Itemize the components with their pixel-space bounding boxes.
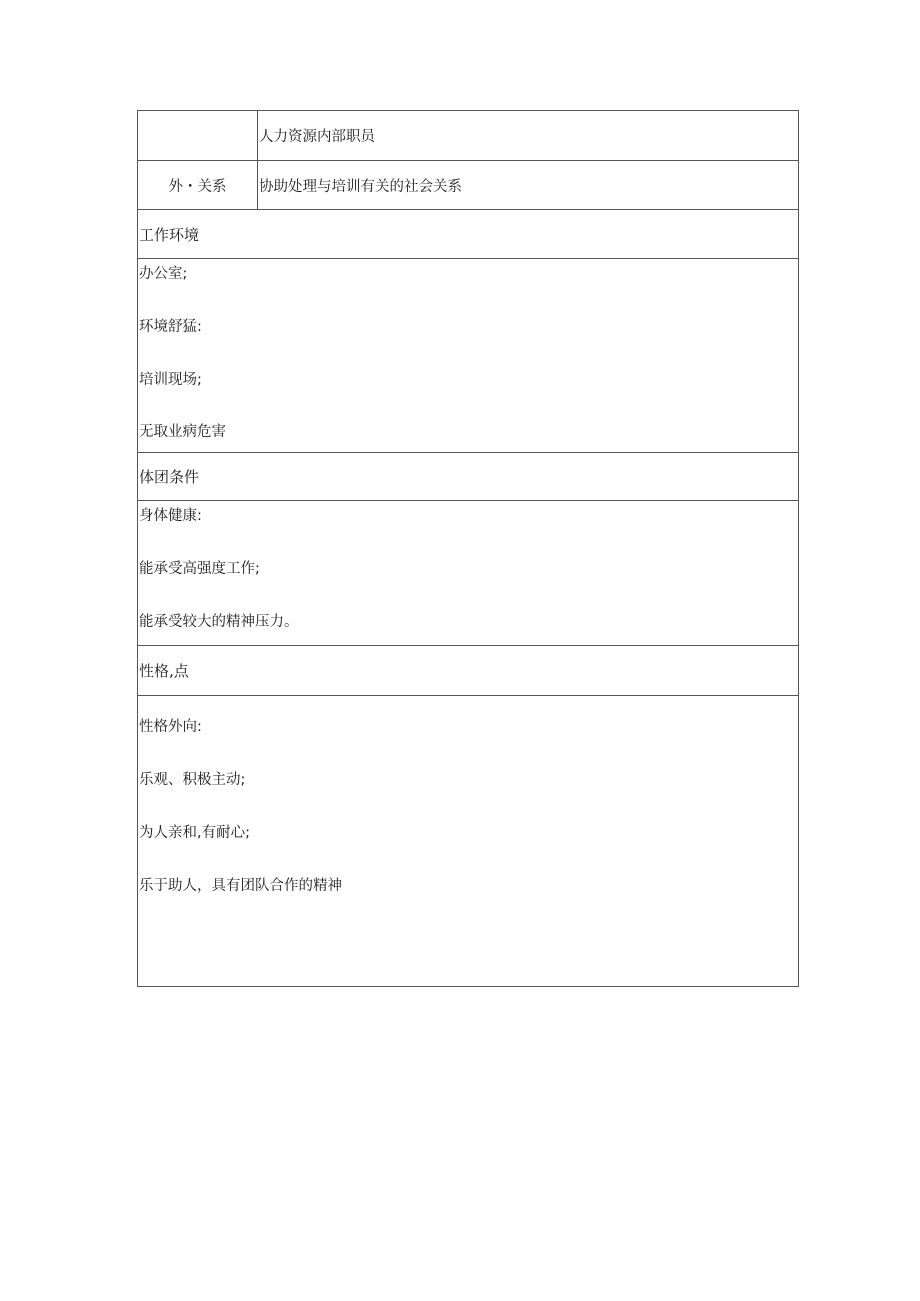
work-env-line: 培训现场;: [139, 372, 202, 388]
work-env-line: 办公室;: [139, 266, 188, 282]
section-header-work-environment: [138, 210, 798, 259]
work-env-line: 环境舒猛:: [139, 319, 202, 335]
personality-heading: 性格,点: [139, 662, 189, 680]
personality-line: 为人亲和,有耐心;: [139, 825, 250, 841]
section-body-body-condition: [138, 501, 798, 646]
body-cond-line: 身体健康:: [139, 508, 202, 524]
body-cond-line: 能承受高强度工作;: [139, 561, 260, 577]
body-condition-heading: 体团条件: [139, 468, 200, 486]
row-label-empty: [138, 111, 258, 160]
body-cond-line: 能承受较大的精神压力。: [139, 614, 299, 630]
personality-line: 乐于助人，具有团队合作的精神: [139, 878, 342, 894]
external-relation-label: 外・关系: [138, 161, 258, 209]
internal-relation-value: 人力资源内部职员: [259, 129, 375, 145]
table-row-internal: [138, 111, 798, 161]
external-relation-value: 协助处理与培训有关的社会关系: [259, 178, 462, 195]
section-body-work-environment: [138, 259, 798, 453]
section-header-personality: [138, 646, 798, 696]
section-body-personality: [138, 696, 798, 986]
personality-line: 性格外向:: [139, 719, 202, 735]
job-description-table: [137, 110, 799, 987]
table-row-external: [138, 161, 798, 210]
section-header-body-condition: [138, 453, 798, 501]
work-environment-heading: 工作环境: [139, 225, 200, 244]
work-env-line: 无取业病危害: [139, 424, 226, 440]
personality-line: 乐观、积极主动;: [139, 772, 246, 788]
